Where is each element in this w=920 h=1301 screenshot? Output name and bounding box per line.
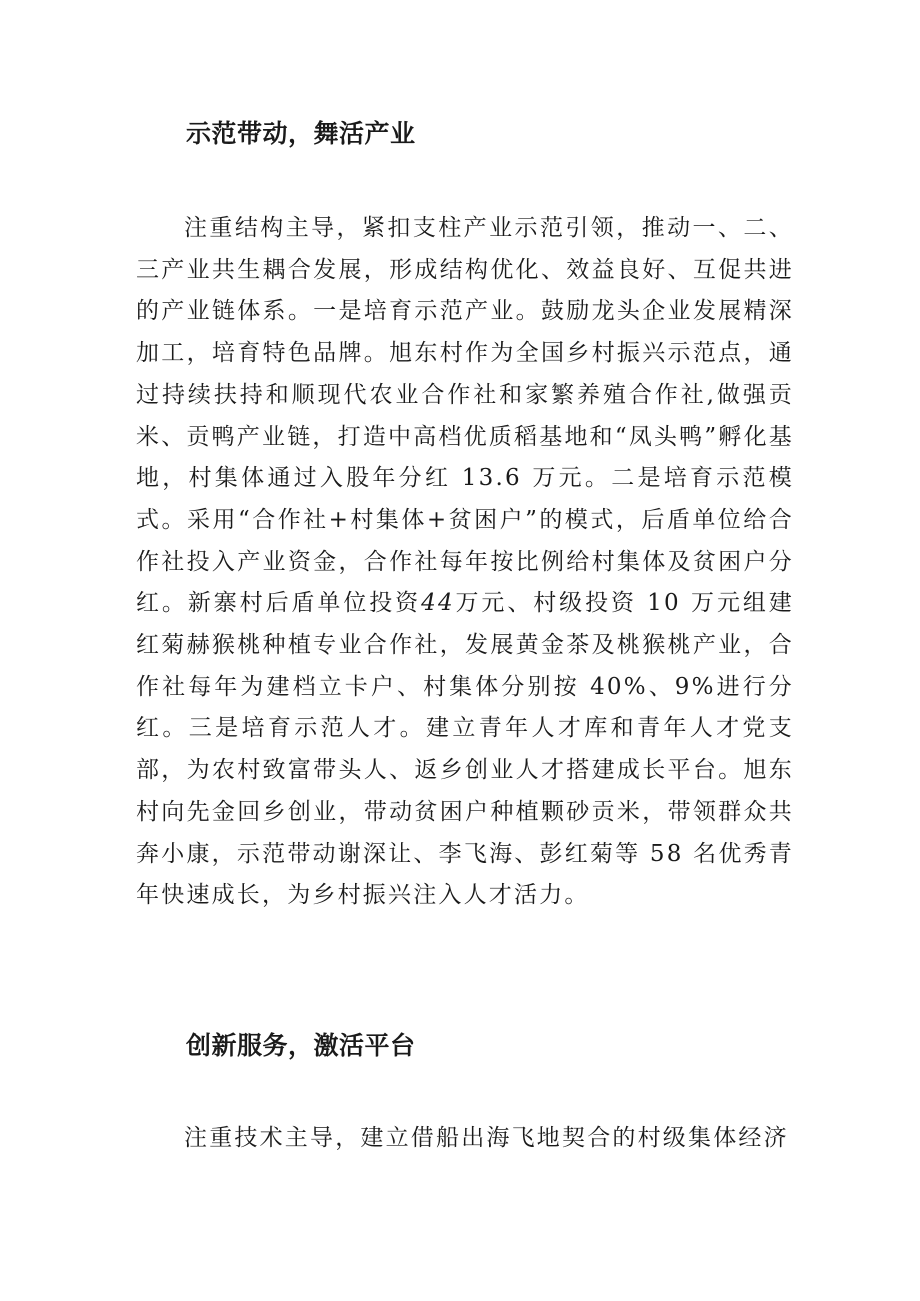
section-heading-2: 创新服务，激活平台 — [186, 1031, 416, 1060]
paragraph-1-text-a: 注重结构主导，紧扣支柱产业示范引领，推动一、二、三产业共生耦合发展，形成结构优化、效益良好、互促共进的产业链体系。一是培育示范产业。鼓励龙头企业发展精深加工，培育特色品牌。旭东村作为全国乡村振兴示范点，通过持续扶持和顺现代农业合作社和家繁养殖合作社,做强贡米、贡鸭产业链，打造中高档优质稻基地和“凤头鸭”孵化基地，村集体通过入股年分红 13.6 万元。二是培育示范模式。采用“合作社+村集体+贫困户”的模式，后盾单位给合作社投入产业资金，合作社每年按比例给村集体及贫困户分红。新寨村后盾单位投资 — [136, 215, 794, 617]
paragraph-1-amount-italic: 44 — [421, 590, 455, 617]
paragraph-1-text-c: 万元、村级投资 10 万元组建红菊赫猴桃种植专业合作社，发展黄金茶及桃猴桃产业，合作社每年为建档立卡户、村集体分别按 40%、9%进行分红。三是培育示范人才。建立青年人才库和青年人才党支部，为农村致富带头人、返乡创业人才搭建成长平台。旭东村向先金回乡创业，带动贫困户种植颗砂贡米，带领群众共奔小康，示范带动谢深让、李飞海、彭红菊等 58 名优秀青年快速成长，为乡村振兴注入人才活力。 — [136, 590, 795, 909]
section-paragraph-1 — [136, 208, 794, 917]
section-paragraph-2: 注重技术主导，建立借船出海飞地契合的村级集体经济 — [184, 1125, 789, 1151]
section-heading-1: 示范带动，舞活产业 — [186, 119, 416, 148]
